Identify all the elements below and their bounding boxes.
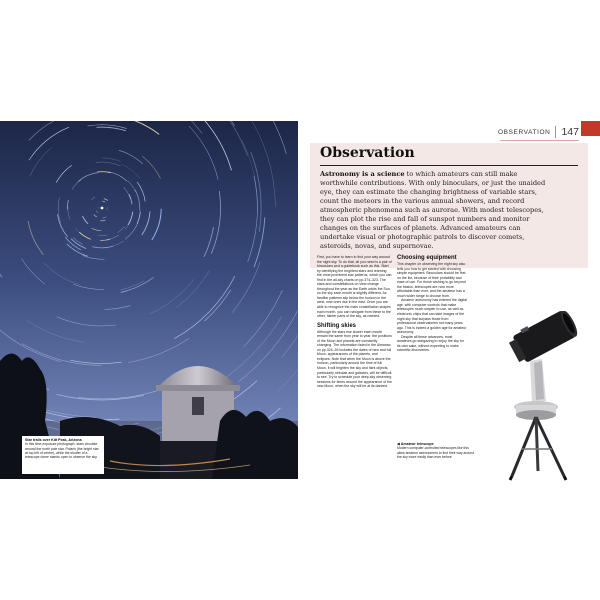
column-1-paragraph-1: First, you have to learn to find your way around the night sky. To do that, all you need is a pair of binoculars and a guidebook such as this. Start by identifying the brightest stars and learning the most prominent star patterns, which you can find in the all-sky charts on pp.374–323. The stars and constellations on view change throughout the year as the Earth orbits the Sun, so the sky each month is slightly different. As familiar patterns slip below the horizon in the west, new ones rise in the east. Once you are able to recognize the main constellation shapes each month, you can navigate from these to the other, fainter parts of the sky, as needed. bbox=[317, 255, 392, 319]
telescope-caption bbox=[397, 442, 477, 459]
column-2-paragraph-1: This chapter on observing the night sky also tells you how to get started with choosing simple equipment. Binoculars should be first on the list, because of their portability and ease of use. For those wishing to go beyond the basics, telescopes are now more affordable than ever, and the amateur has a much wider range to choose from. bbox=[397, 262, 466, 298]
page-title: Observation bbox=[320, 145, 415, 161]
telescope-caption-title: ◀ Amateur telescope bbox=[397, 442, 434, 446]
column-1 bbox=[317, 255, 392, 389]
photo-caption bbox=[22, 436, 104, 474]
choosing-equipment-heading: Choosing equipment bbox=[397, 255, 457, 261]
chapter-tab bbox=[581, 121, 600, 136]
telescope-icon bbox=[472, 311, 590, 481]
telescope-caption-text: Modern computer-controlled telescopes like this allow amateur astronomers to find their way around the sky more easily than ever before. bbox=[397, 446, 475, 459]
column-2-paragraph-3: Despite all these advances, most amateurs go stargazing to enjoy the sky for its own sake, without expecting to make scientific discoveries. bbox=[397, 334, 464, 353]
star-trails-photo bbox=[0, 121, 298, 479]
title-rule bbox=[320, 165, 578, 166]
intro-lead: Astronomy is a science bbox=[320, 170, 405, 178]
column-2 bbox=[397, 255, 467, 353]
shifting-skies-heading: Shifting skies bbox=[317, 322, 357, 329]
column-1-paragraph-2: Although the stars rise slower each month remain the same from year to year, the positions of the Moon and planets are constantly changing. The information listed in the Almanac on pp.324–39 includes the dates of new and full Moon, appearances of the planets, and eclipses. Note that when the Moon is above the horizon, particularly around the time of full Moon, it will brighten the sky and faint objects, particularly nebulae and galaxies, will be difficult to see. Try to schedule your deep-sky observing sessions for times around the appearance of the new Moon, when the sky will be at its darkest. bbox=[317, 329, 392, 389]
photo-caption-text: In this time-exposure photograph, stars circulate around the north pole star. Polaris (the bright star at top left of centre), while the shutter of a telescope dome stands open to observe the sky. bbox=[25, 442, 99, 459]
section-name: OBSERVATION bbox=[497, 128, 551, 136]
intro-body: to which amateurs can still make worthwhile contributions. With only binoculars, or just the unaided eye, they can estimate the changing brightness of variable stars, count the meteors in the various annual showers, and record atmospheric phenomena such as aurorae. With modest telescopes, they can plot the rise and fall of sunspot numbers and monitor changes on the surfaces of planets. Advanced amateurs can undertake visual or photographic patrols to discover comets, asteroids, novas, and supernovae. bbox=[320, 170, 546, 250]
star-trails-image bbox=[0, 121, 298, 479]
column-2-paragraph-2: Amateur astronomy has entered the digital age, with computer controls that make telescopes much simpler to use, as well as electronic chips that can take images of the night sky that surpass those from professional observatories not many years ago. This is indeed a golden age for amateur astronomy. bbox=[397, 298, 467, 335]
intro-panel bbox=[310, 143, 588, 268]
header-rule bbox=[500, 140, 579, 141]
book-spread bbox=[0, 121, 600, 479]
intro-text bbox=[320, 170, 554, 251]
telescope-caption-title-text: Amateur telescope bbox=[400, 442, 434, 446]
running-head bbox=[498, 124, 579, 140]
right-page bbox=[300, 121, 600, 479]
page-number: 147 bbox=[555, 126, 579, 138]
telescope-image bbox=[472, 311, 590, 481]
photo-caption-title: Star trails over Kitt Peak, Arizona bbox=[25, 438, 82, 442]
